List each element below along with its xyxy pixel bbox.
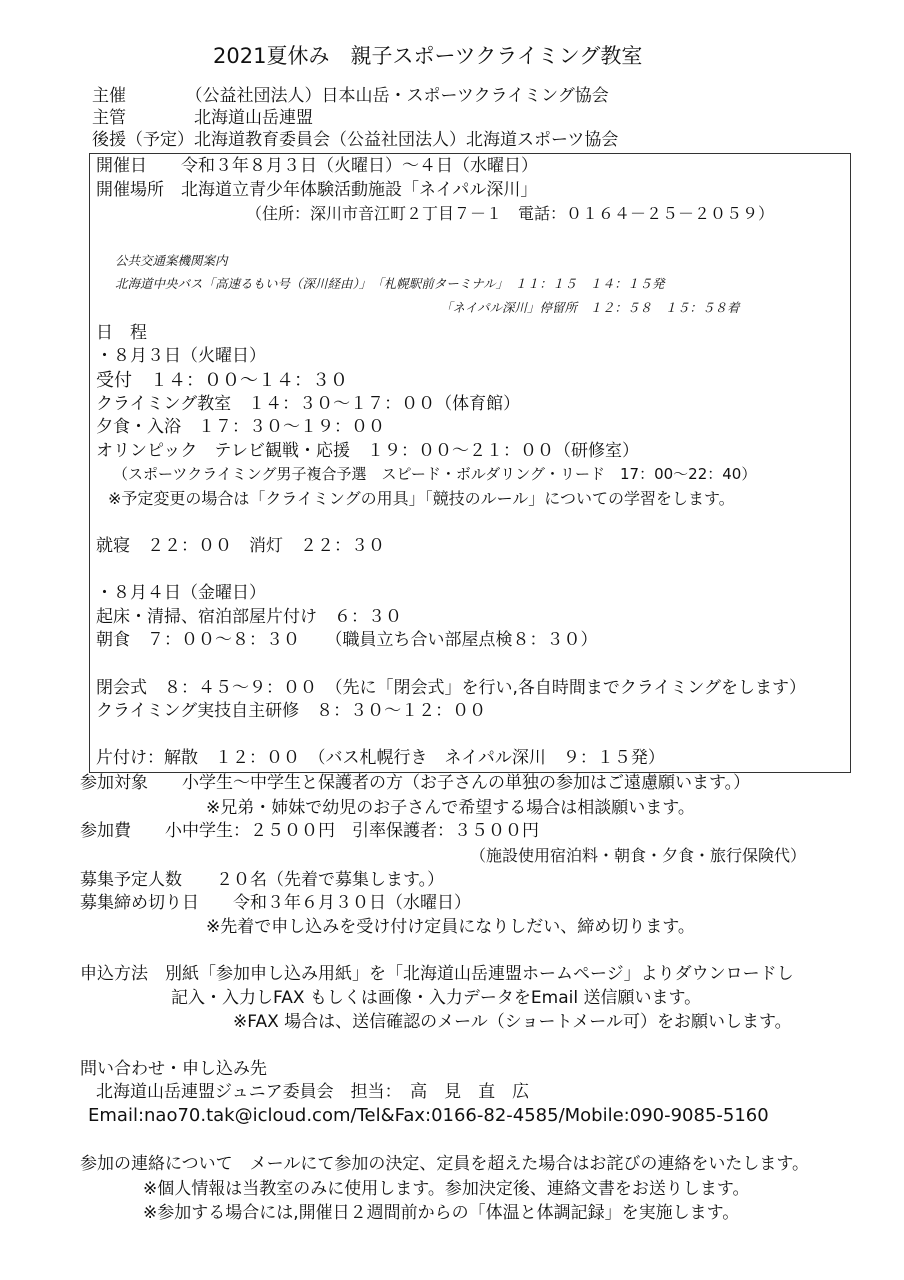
apply-line-1: 申込方法 別紙「参加申し込み用紙」を「北海道山岳連盟ホームページ」よりダウンロードし: [80, 964, 794, 984]
event-address: （住所：深川市音江町２丁目７－１ 電話：０１６４－２５－２０５９）: [246, 204, 775, 223]
schedule-change-note: ※予定変更の場合は「クライミングの用具」「競技のルール」についての学習をします。: [108, 489, 735, 508]
host-line: 主催 （公益社団法人）日本山岳・スポーツクライミング協会: [92, 86, 609, 106]
notes-line-3: ※参加する場合には,開催日２週間前からの「体温と体調記録」を実施します。: [143, 1203, 740, 1223]
schedule-practice: クライミング実技自主研修 ８：３０～１２：００: [96, 701, 487, 721]
contact-heading: 問い合わせ・申し込み先: [80, 1059, 267, 1079]
page-title: 2021夏休み 親子スポーツクライミング教室: [213, 44, 643, 68]
schedule-dismiss: 片付け：解散 １２：００ （バス札幌行き ネイパル深川 ９：１５発）: [96, 748, 665, 768]
apply-line-2: 記入・入力しFAX もしくは画像・入力データをEmail 送信願います。: [171, 988, 702, 1008]
capacity-line: 募集予定人数 ２０名（先着で募集します。）: [80, 870, 445, 890]
schedule-closing: 閉会式 ８：４５～９：００ （先に「閉会式」を行い,各自時間までクライミングをします）: [96, 678, 807, 698]
schedule-reception: 受付 １４：００～１４：３０: [96, 370, 348, 391]
schedule-day1: ・８月３日（火曜日）: [96, 346, 266, 366]
support-line: 後援（予定）北海道教育委員会（公益社団法人）北海道スポーツ協会: [92, 130, 619, 150]
fee-note: （施設使用宿泊料・朝食・夕食・旅行保険代）: [470, 846, 807, 865]
event-date: 開催日 令和３年８月３日（火曜日）～４日（水曜日）: [96, 156, 538, 176]
schedule-breakfast: 朝食 ７：００～８：３０ （職員立ち合い部屋点検８：３０）: [96, 630, 598, 650]
schedule-heading: 日 程: [96, 323, 147, 343]
notes-line-2: ※個人情報は当教室のみに使用します。参加決定後、連絡文書をお送りします。: [143, 1179, 750, 1199]
target-line: 参加対象 小学生～中学生と保護者の方（お子さんの単独の参加はご遠慮願います。）: [80, 773, 751, 793]
schedule-day2: ・８月４日（金曜日）: [96, 583, 266, 603]
target-note: ※兄弟・姉妹で幼児のお子さんで希望する場合は相談願います。: [206, 798, 695, 818]
schedule-olympic-note: （スポーツクライミング男子複合予選 スピード・ボルダリング・リード 17：00～22：40）: [113, 465, 757, 483]
deadline-note: ※先着で申し込みを受け付け定員になりしだい、締め切ります。: [206, 917, 695, 937]
manager-line: 主管 北海道山岳連盟: [92, 108, 313, 128]
transport-line-2: 「ネイパル深川」停留所 １２：５８ １５：５８着: [440, 300, 740, 315]
deadline-line: 募集締め切り日 令和３年６月３０日（水曜日）: [80, 893, 471, 913]
apply-note: ※FAX 場合は、送信確認のメール（ショートメール可）をお願いします。: [233, 1012, 792, 1032]
notes-line-1: 参加の連絡について メールにて参加の決定、定員を超えた場合はお詫びの連絡をいたします。: [80, 1154, 809, 1174]
schedule-wake: 起床・清掃、宿泊部屋片付け ６：３０: [96, 607, 402, 627]
schedule-class: クライミング教室 １４：３０～１７：００（体育館）: [96, 394, 521, 414]
transport-line-1: 北海道中央バス「高速るもい号（深川経由）」 「札幌駅前ターミナル」 １１：１５ １４：１５発: [115, 276, 665, 291]
schedule-olympic: オリンピック テレビ観戦・応援 １９：００～２１：００（研修室）: [96, 441, 639, 461]
contact-person: 北海道山岳連盟ジュニア委員会 担当： 高 見 直 広: [96, 1082, 530, 1102]
contact-info: Email:nao70.tak@icloud.com/Tel&Fax:0166-82-4585/Mobile:090-9085-5160: [88, 1105, 769, 1126]
transport-heading: 公共交通案機関案内: [115, 253, 228, 268]
fee-line: 参加費 小中学生：２５００円 引率保護者：３５００円: [80, 821, 539, 841]
schedule-dinner: 夕食・入浴 １７：３０～１９：００: [96, 417, 385, 437]
schedule-sleep: 就寝 ２２：００ 消灯 ２２：３０: [96, 536, 385, 556]
event-venue: 開催場所 北海道立青少年体験活動施設「ネイパル深川」: [96, 180, 538, 200]
